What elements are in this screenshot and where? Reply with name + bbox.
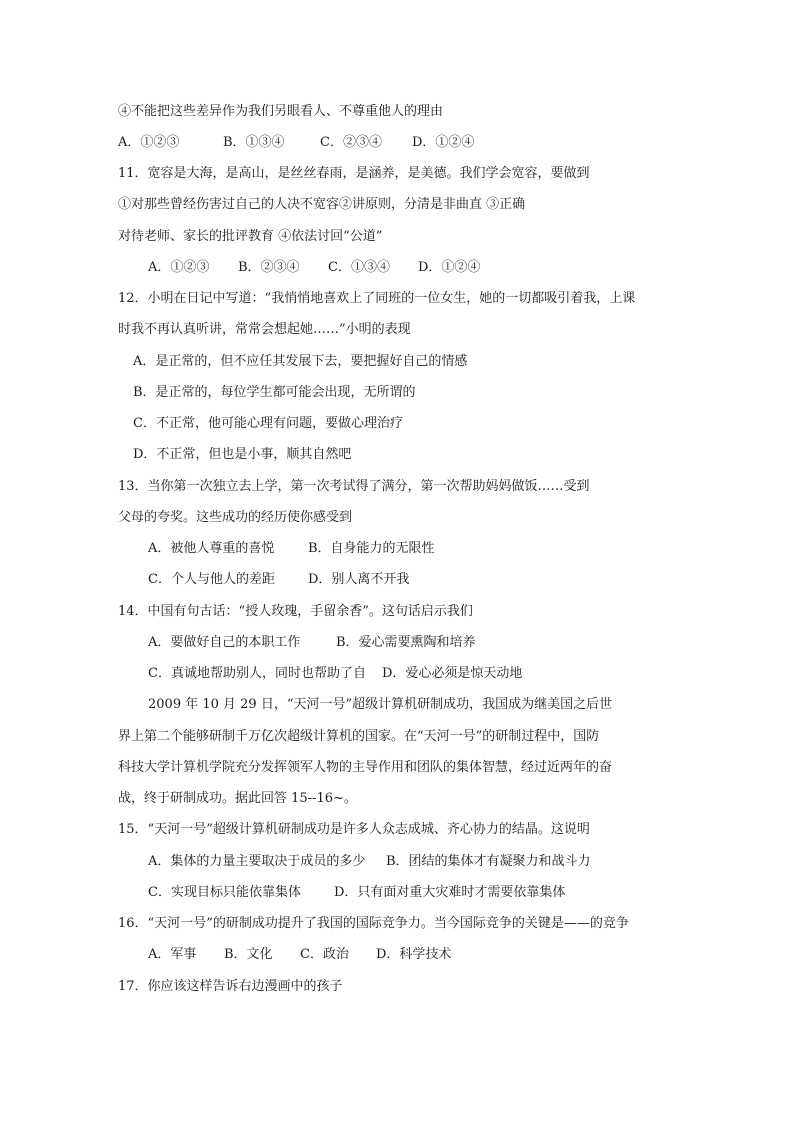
question-12-stem-cont: 时我不再认真听讲，常常会想起她……”小明的表现 bbox=[118, 322, 411, 337]
question-11-statements: ①对那些曾经伤害过自己的人决不宽容②讲原则，分清是非曲直 ③正确 bbox=[118, 197, 526, 212]
question-12-stem: 12．小明在日记中写道：“我悄悄地喜欢上了同班的一位女生，她的一切都吸引着我，上课 bbox=[118, 291, 636, 306]
passage-line-4: 战，终于研制成功。据此回答 15--16~。 bbox=[118, 791, 357, 806]
question-16-stem: 16．“天河一号”的研制成功提升了我国的国际竞争力。当今国际竞争的关键是——的竞争 bbox=[118, 916, 629, 931]
question-12-choice-c: C．不正常，他可能心理有问题，要做心理治疗 bbox=[133, 416, 403, 431]
choice-b: B．文化 bbox=[224, 947, 273, 962]
question-14-choices-ab bbox=[148, 635, 476, 651]
question-17-stem: 17．你应该这样告诉右边漫画中的孩子 bbox=[118, 979, 343, 994]
choice-c: C．②③④ bbox=[320, 135, 382, 150]
question-15-choices-ab bbox=[148, 854, 591, 870]
choice-a: A．①②③ bbox=[118, 135, 180, 150]
choice-c: C．实现目标只能依靠集体 bbox=[148, 885, 301, 900]
choice-a: A．要做好自己的本职工作 bbox=[148, 635, 301, 650]
choice-b: B．团结的集体才有凝聚力和战斗力 bbox=[386, 854, 591, 869]
choice-a: A．被他人尊重的喜悦 bbox=[148, 541, 275, 556]
question-11-statements-cont: 对待老师、家长的批评教育 ④依法讨回“公道” bbox=[118, 229, 383, 244]
choice-d: D．爱心必须是惊天动地 bbox=[382, 666, 523, 681]
choice-d: D．科学技术 bbox=[376, 947, 452, 962]
question-16-choices bbox=[148, 947, 451, 963]
choice-c: C．个人与他人的差距 bbox=[148, 572, 275, 587]
question-13-choices-cd bbox=[148, 572, 409, 588]
choice-b: B．②③④ bbox=[238, 260, 300, 275]
choice-c: C．政治 bbox=[300, 947, 349, 962]
question-14-choices-cd bbox=[148, 666, 522, 682]
question-13-stem-cont: 父母的夸奖。这些成功的经历使你感受到 bbox=[118, 510, 353, 525]
question-11-choices bbox=[148, 260, 480, 276]
choice-d: D．①②④ bbox=[418, 260, 481, 275]
choice-a: A．军事 bbox=[148, 947, 197, 962]
choice-a: A．①②③ bbox=[148, 260, 210, 275]
question-10-choices bbox=[118, 135, 474, 151]
choice-b: B．爱心需要熏陶和培养 bbox=[336, 635, 476, 650]
question-13-stem: 13．当你第一次独立去上学，第一次考试得了满分，第一次帮助妈妈做饭……受到 bbox=[118, 479, 590, 494]
question-11-stem: 11．宽容是大海，是高山，是丝丝春雨，是涵养，是美德。我们学会宽容，要做到 bbox=[118, 166, 590, 181]
question-15-choices-cd bbox=[148, 885, 565, 901]
question-12-choice-a: A．是正常的，但不应任其发展下去，要把握好自己的情感 bbox=[133, 354, 468, 369]
passage-line-1: 2009 年 10 月 29 日，“天河一号”超级计算机研制成功，我国成为继美国之后世 bbox=[148, 697, 613, 712]
choice-c: C．①③④ bbox=[328, 260, 390, 275]
choice-b: B．①③④ bbox=[223, 135, 285, 150]
passage-line-3: 科技大学计算机学院充分发挥领军人物的主导作用和团队的集体智慧，经过近两年的奋 bbox=[118, 760, 613, 775]
choice-c: C．真诚地帮助别人，同时也帮助了自 bbox=[148, 666, 366, 681]
question-15-stem: 15．“天河一号”超级计算机研制成功是许多人众志成城、齐心协力的结晶。这说明 bbox=[118, 822, 590, 837]
choice-b: B．自身能力的无限性 bbox=[308, 541, 435, 556]
question-14-stem: 14．中国有句古话：“授人玫瑰，手留余香”。这句话启示我们 bbox=[118, 604, 473, 619]
choice-a: A．集体的力量主要取决于成员的多少 bbox=[148, 854, 366, 869]
choice-d: D．别人离不开我 bbox=[308, 572, 410, 587]
choice-d: D．①②④ bbox=[412, 135, 475, 150]
question-10-option-4: ④不能把这些差异作为我们另眼看人、不尊重他人的理由 bbox=[118, 104, 444, 119]
choice-d: D．只有面对重大灾难时才需要依靠集体 bbox=[334, 885, 566, 900]
question-12-choice-b: B．是正常的，每位学生都可能会出现，无所谓的 bbox=[133, 385, 416, 400]
passage-line-2: 界上第二个能够研制千万亿次超级计算机的国家。在“天河一号”的研制过程中，国防 bbox=[118, 729, 600, 744]
question-13-choices-ab bbox=[148, 541, 435, 557]
question-12-choice-d: D．不正常，但也是小事，顺其自然吧 bbox=[133, 447, 352, 462]
